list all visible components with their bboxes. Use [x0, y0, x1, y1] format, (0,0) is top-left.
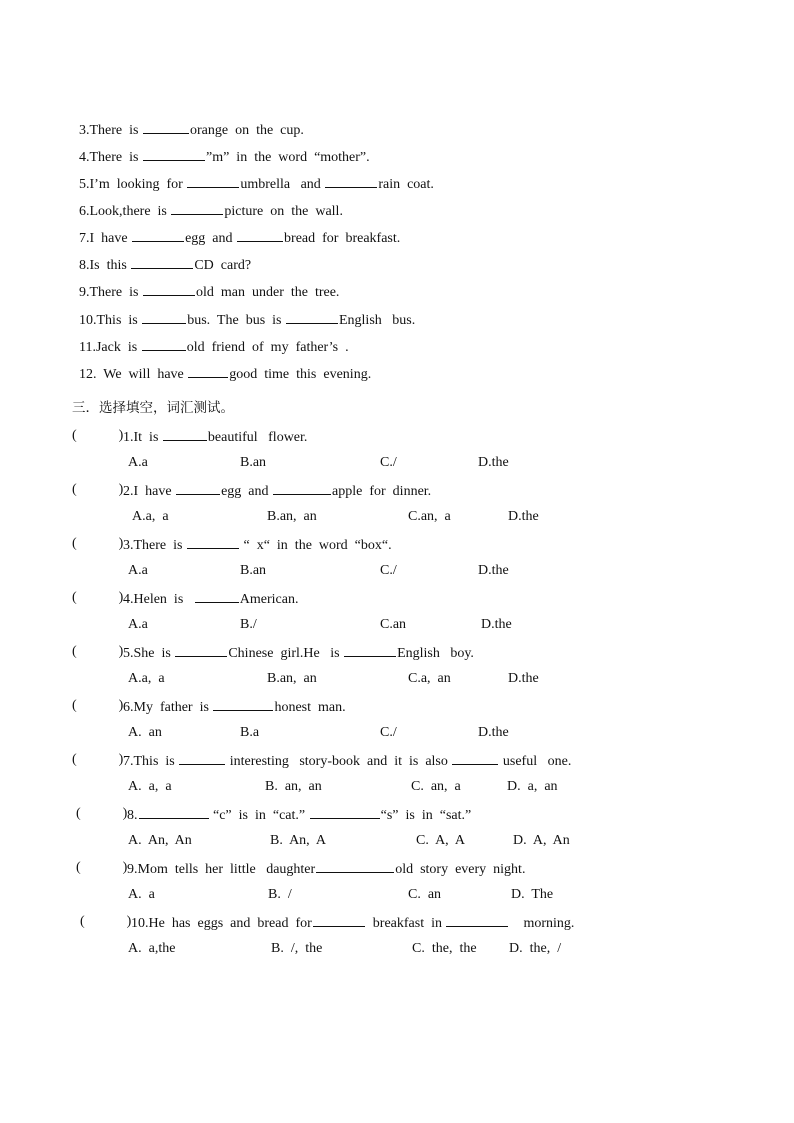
stem-text: 5.She is — [123, 646, 175, 661]
fill-text: old friend of my father’s . — [186, 340, 349, 355]
stem-text: breakfast in — [365, 916, 446, 931]
question-stem — [131, 913, 574, 933]
answer-paren[interactable]: ( ) — [72, 752, 124, 767]
stem-text: American. — [239, 592, 299, 607]
option-d[interactable]: D.the — [478, 563, 509, 578]
option-c[interactable]: C.an, a — [408, 509, 451, 524]
fill-text: 3.There is — [79, 123, 142, 138]
stem-text: 7.This is — [123, 754, 179, 769]
option-b[interactable]: B. /, the — [271, 941, 323, 956]
fill-text: 7.I have — [79, 231, 132, 246]
option-b[interactable]: B.an — [240, 455, 267, 470]
answer-blank[interactable] — [179, 751, 225, 765]
option-a[interactable]: A. an — [128, 725, 162, 740]
answer-paren[interactable]: ( ) — [72, 536, 124, 551]
stem-text: “ x“ in the word “box“. — [239, 538, 392, 553]
option-c[interactable]: C./ — [380, 725, 397, 740]
option-c[interactable]: C. an — [408, 887, 442, 902]
fill-text: 5.I’m looking for — [79, 177, 187, 192]
stem-text: English boy. — [397, 646, 474, 661]
option-a[interactable]: A. a — [128, 887, 155, 902]
answer-paren[interactable]: ( ) — [80, 914, 132, 929]
option-a[interactable]: A. An, An — [128, 833, 192, 848]
option-a[interactable]: A.a, a — [128, 671, 165, 686]
fill-text: CD card? — [194, 258, 252, 273]
fill-text: 6.Look,there is — [79, 204, 171, 219]
answer-blank[interactable] — [452, 751, 498, 765]
answer-blank[interactable] — [195, 589, 239, 603]
option-d[interactable]: D.the — [478, 455, 509, 470]
fill-text: ”m” in the word “mother”. — [205, 150, 370, 165]
option-b[interactable]: B.an, an — [267, 509, 317, 524]
option-d[interactable]: D. A, An — [513, 833, 570, 848]
option-b[interactable]: B. An, A — [270, 833, 327, 848]
question-stem — [127, 859, 525, 879]
stem-text: Chinese girl.He is — [228, 646, 344, 661]
answer-blank[interactable] — [175, 643, 227, 657]
fill-text: umbrella and — [240, 177, 325, 192]
question-stem — [123, 427, 307, 447]
option-c[interactable]: C./ — [380, 563, 397, 578]
answer-blank[interactable] — [187, 535, 239, 549]
option-d[interactable]: D.the — [508, 509, 539, 524]
answer-blank[interactable] — [310, 805, 380, 819]
stem-text: 6.My father is — [123, 700, 213, 715]
fill-text: bread for breakfast. — [284, 231, 401, 246]
stem-text: useful one. — [499, 754, 572, 769]
option-d[interactable]: D. the, / — [509, 941, 562, 956]
stem-text: 8. — [127, 808, 138, 823]
answer-paren[interactable]: ( ) — [72, 482, 124, 497]
question-stem — [123, 643, 474, 663]
answer-paren[interactable]: ( ) — [76, 806, 128, 821]
option-c[interactable]: C.an — [380, 617, 407, 632]
stem-text: 10.He has eggs and bread for — [131, 916, 312, 931]
answer-paren[interactable]: ( ) — [72, 590, 124, 605]
option-b[interactable]: B./ — [240, 617, 257, 632]
answer-paren[interactable]: ( ) — [72, 644, 124, 659]
stem-text: 1.It is — [123, 430, 162, 445]
option-b[interactable]: B.an — [240, 563, 267, 578]
stem-text: 3.There is — [123, 538, 186, 553]
question-stem — [123, 751, 571, 771]
stem-text: apple for dinner. — [332, 484, 432, 499]
fill-text: 9.There is — [79, 285, 142, 300]
stem-text: 4.Helen is — [123, 592, 194, 607]
option-a[interactable]: A.a — [128, 617, 148, 632]
option-b[interactable]: B.an, an — [267, 671, 317, 686]
option-a[interactable]: A. a, a — [128, 779, 172, 794]
answer-blank[interactable] — [188, 364, 228, 378]
stem-text: morning. — [509, 916, 575, 931]
option-b[interactable]: B. / — [268, 887, 292, 902]
stem-text: interesting story-book and it is also — [226, 754, 452, 769]
fill-line-12 — [72, 346, 371, 384]
fill-text: egg and — [185, 231, 237, 246]
fill-text: good time this evening. — [229, 367, 372, 382]
question-stem — [123, 589, 298, 609]
fill-text: picture on the wall. — [224, 204, 343, 219]
stem-text: old story every night. — [395, 862, 526, 877]
option-d[interactable]: D.the — [481, 617, 512, 632]
fill-text: 12. We will have — [79, 367, 188, 382]
answer-blank[interactable] — [273, 481, 331, 495]
stem-text: egg and — [221, 484, 273, 499]
answer-paren[interactable]: ( ) — [72, 698, 124, 713]
answer-paren[interactable]: ( ) — [76, 860, 128, 875]
option-a[interactable]: A.a — [128, 563, 148, 578]
question-stem — [123, 535, 392, 555]
option-d[interactable]: D. a, an — [507, 779, 558, 794]
answer-blank[interactable] — [344, 643, 396, 657]
answer-blank[interactable] — [176, 481, 220, 495]
question-stem — [127, 805, 471, 825]
section-heading: 三．选择填空，词汇测试。 — [72, 400, 234, 416]
answer-paren[interactable]: ( ) — [72, 428, 124, 443]
answer-blank[interactable] — [213, 697, 273, 711]
fill-text: 10.This is — [79, 313, 142, 328]
option-b[interactable]: B.a — [240, 725, 260, 740]
stem-text: honest man. — [274, 700, 346, 715]
stem-text: 9.Mom tells her little daughter — [127, 862, 316, 877]
fill-text: 11.Jack is — [79, 340, 141, 355]
option-a[interactable]: A. a,the — [128, 941, 176, 956]
answer-blank[interactable] — [163, 427, 207, 441]
option-c[interactable]: C. an, a — [411, 779, 461, 794]
fill-text: rain coat. — [378, 177, 434, 192]
question-stem — [123, 697, 346, 717]
option-c[interactable]: C./ — [380, 455, 397, 470]
stem-text: beautiful flower. — [207, 430, 308, 445]
option-b[interactable]: B. an, an — [265, 779, 322, 794]
option-c[interactable]: C. A, A — [416, 833, 466, 848]
option-d[interactable]: D. The — [511, 887, 554, 902]
fill-text: old man under the tree. — [195, 285, 340, 300]
question-stem — [123, 481, 431, 501]
option-d[interactable]: D.the — [478, 725, 509, 740]
option-d[interactable]: D.the — [508, 671, 539, 686]
option-c[interactable]: C. the, the — [412, 941, 477, 956]
answer-blank[interactable] — [316, 859, 394, 873]
stem-text: “c” is in “cat.” — [209, 808, 309, 823]
fill-text: bus. The bus is — [187, 313, 285, 328]
stem-text: 2.I have — [123, 484, 176, 499]
fill-text: 8.Is this — [79, 258, 131, 273]
fill-text: orange on the cup. — [189, 123, 304, 138]
stem-text: “s” is in “sat.” — [380, 808, 472, 823]
answer-blank[interactable] — [313, 913, 365, 927]
option-a[interactable]: A.a, a — [132, 509, 169, 524]
fill-text: English bus. — [338, 313, 416, 328]
answer-blank[interactable] — [446, 913, 508, 927]
fill-text: 4.There is — [79, 150, 142, 165]
option-c[interactable]: C.a, an — [408, 671, 451, 686]
option-a[interactable]: A.a — [128, 455, 148, 470]
answer-blank[interactable] — [139, 805, 209, 819]
